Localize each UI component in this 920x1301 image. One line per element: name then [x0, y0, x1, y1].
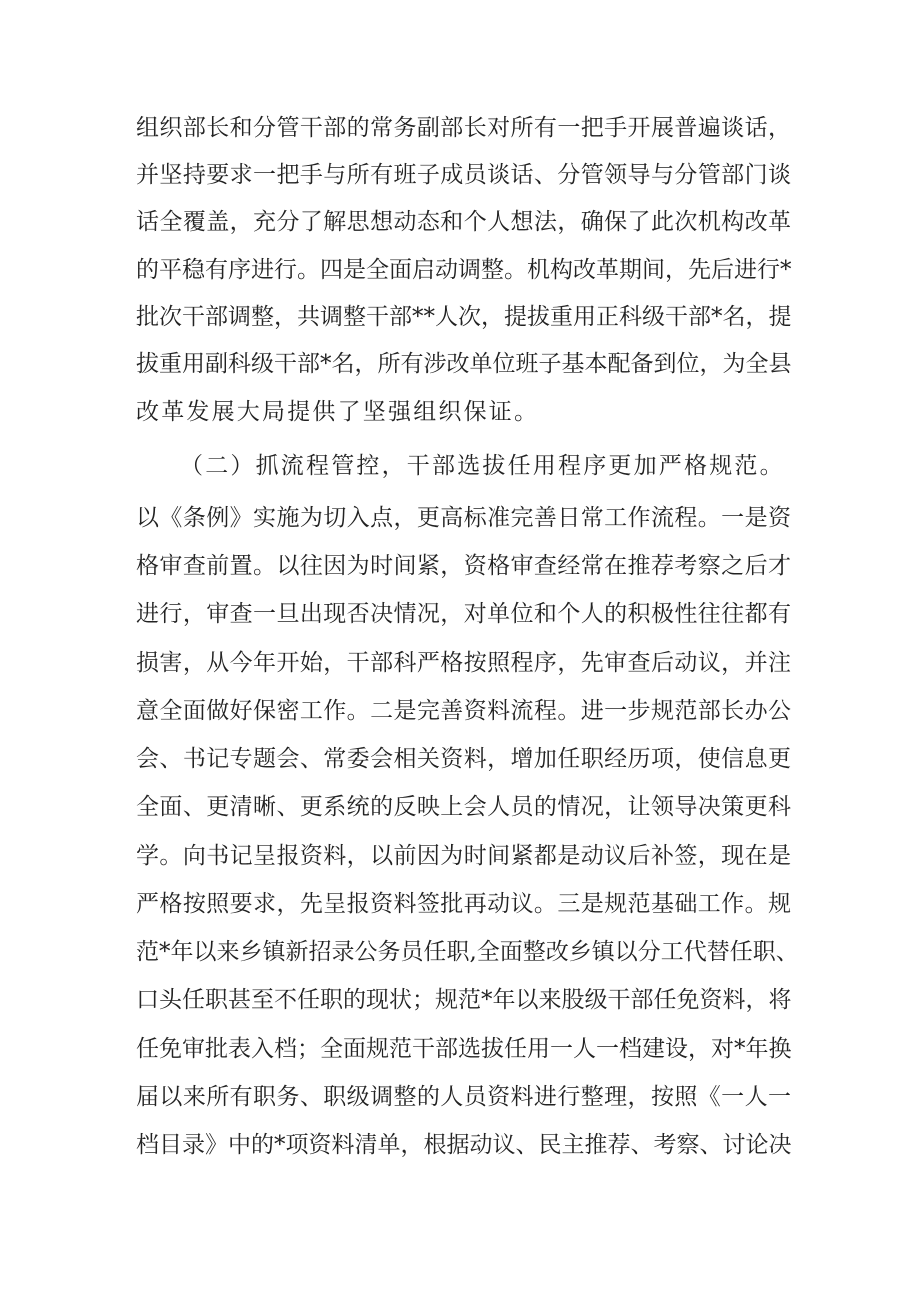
paragraph-1-line-4: 的平稳有序进行。四是全面启动调整。机构改革期间，先后进行*: [136, 257, 792, 283]
paragraph-2-line-9: 严格按照要求，先呈报资料签批再动议。三是规范基础工作。规: [136, 891, 791, 917]
paragraph-2-line-5: 意全面做好保密工作。二是完善资料流程。进一步规范部长办公: [136, 698, 791, 724]
paragraph-1-line-1: 组织部长和分管干部的常务副部长对所有一把手开展普遍谈话，: [136, 115, 791, 141]
paragraph-1-line-7: 改革发展大局提供了坚强组织保证。: [136, 399, 540, 425]
paragraph-2-line-7: 全面、更清晰、更系统的反映上会人员的情况，让领导决策更科: [136, 794, 791, 820]
paragraph-2-line-11: 口头任职甚至不任职的现状；规范*年以来股级干部任免资料，将: [136, 987, 792, 1013]
paragraph-2-line-3: 进行，审查一旦出现否决情况，对单位和个人的积极性往往都有: [136, 601, 791, 627]
section-heading-2: （二）抓流程管控，干部选拔任用程序更加严格规范。: [180, 453, 785, 479]
paragraph-1-line-2: 并坚持要求一把手与所有班子成员谈话、分管领导与分管部门谈: [136, 162, 791, 188]
paragraph-2-line-8: 学。向书记呈报资料，以前因为时间紧都是动议后补签，现在是: [136, 843, 791, 869]
paragraph-2-line-2: 格审查前置。以往因为时间紧，资格审查经常在推荐考察之后才: [136, 553, 791, 579]
paragraph-2-line-1: 以《条例》实施为切入点，更高标准完善日常工作流程。一是资: [136, 505, 791, 531]
paragraph-2-line-10: 范*年以来乡镇新招录公务员任职,全面整改乡镇以分工代替任职、: [136, 939, 799, 965]
paragraph-2-line-4: 损害，从今年开始，干部科严格按照程序，先审查后动议，并注: [136, 650, 791, 676]
paragraph-1-line-5: 批次干部调整，共调整干部**人次，提拔重用正科级干部*名，提: [136, 304, 792, 330]
paragraph-2-line-6: 会、书记专题会、常委会相关资料，增加任职经历项，使信息更: [136, 746, 791, 772]
paragraph-2-line-13: 届以来所有职务、职级调整的人员资料进行整理，按照《一人一: [136, 1084, 791, 1110]
paragraph-1-line-6: 拔重用副科级干部*名，所有涉改单位班子基本配备到位，为全县: [136, 351, 792, 377]
paragraph-2-line-12: 任免审批表入档；全面规范干部选拔任用一人一档建设，对*年换: [136, 1036, 792, 1062]
paragraph-2-line-14: 档目录》中的*项资料清单，根据动议、民主推荐、考察、讨论决: [136, 1132, 792, 1158]
paragraph-1-line-3: 话全覆盖，充分了解思想动态和个人想法，确保了此次机构改革: [136, 209, 791, 235]
